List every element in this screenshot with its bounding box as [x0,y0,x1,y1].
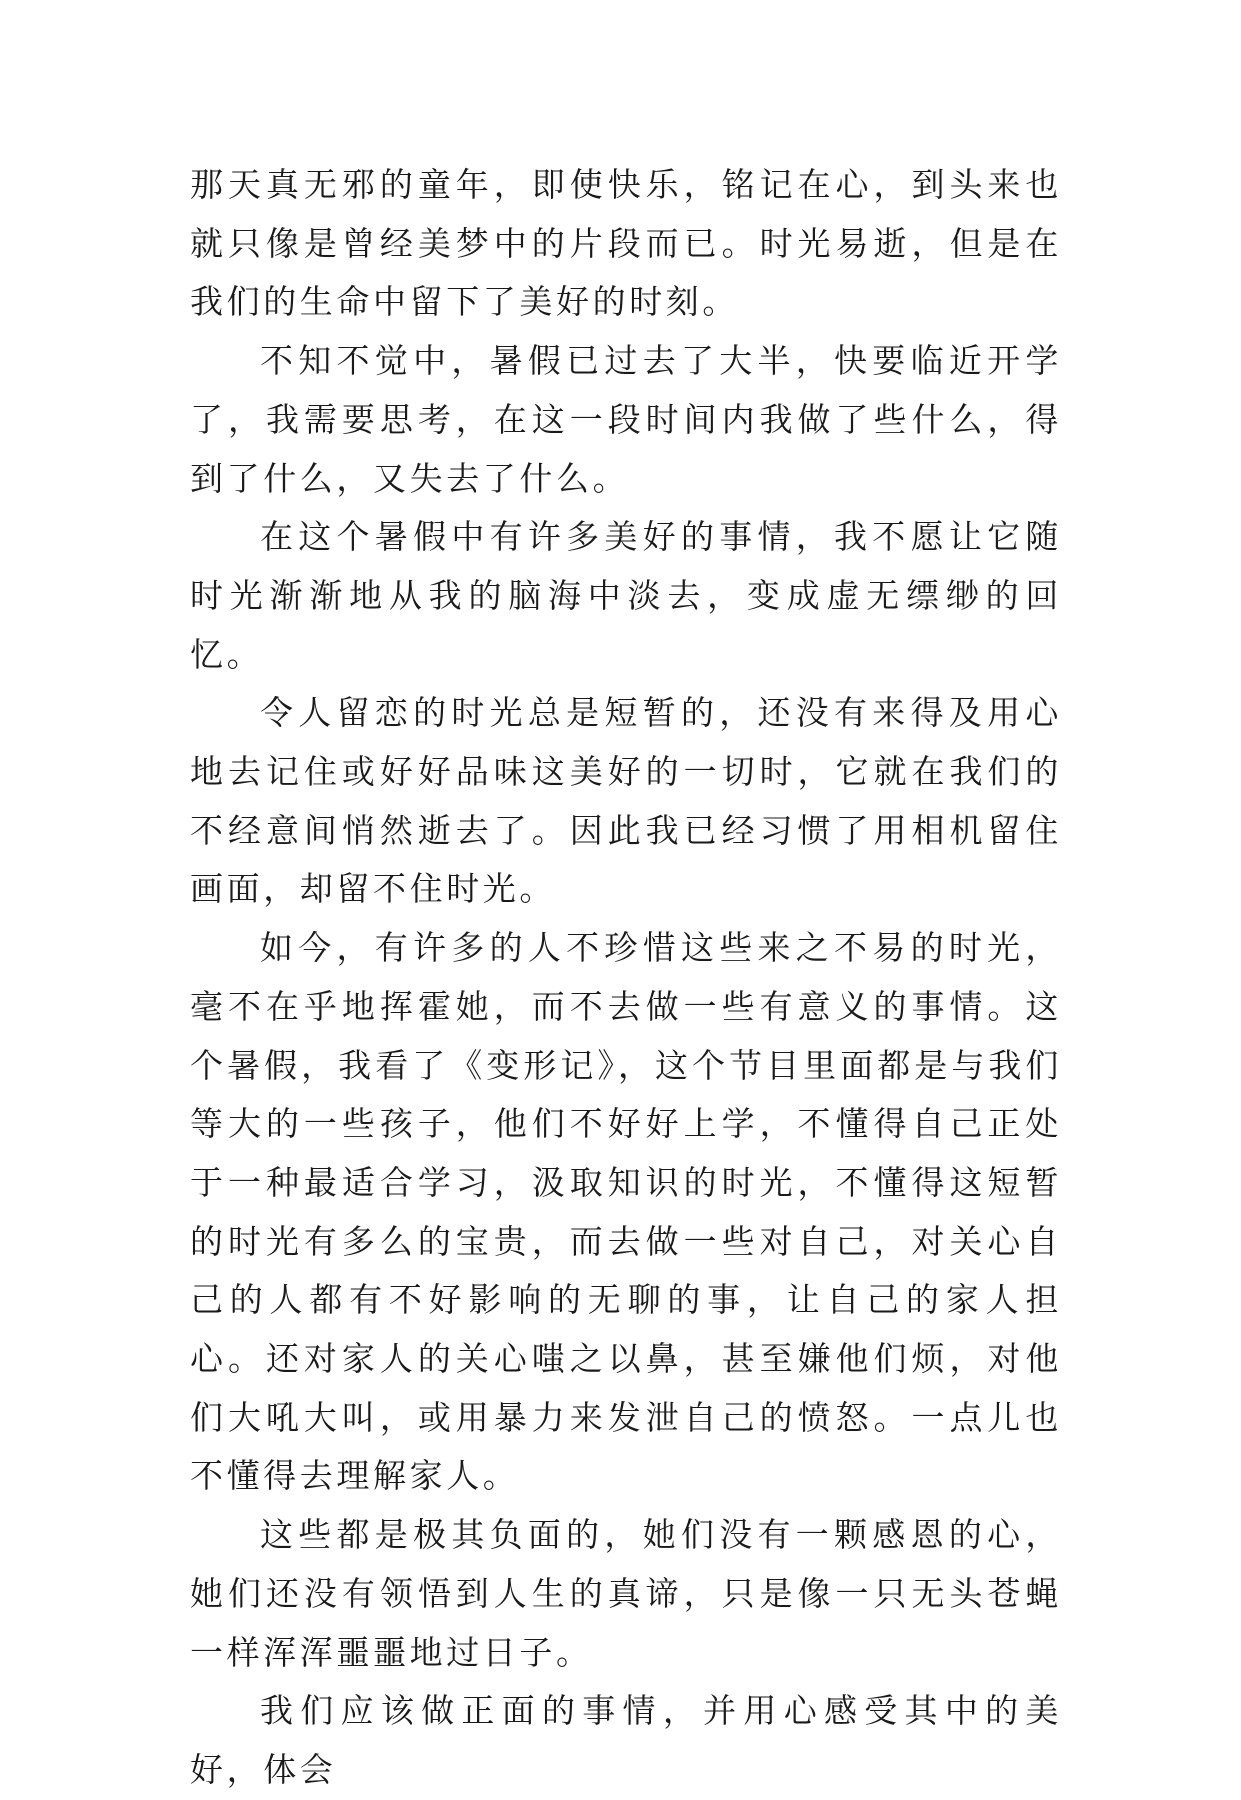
paragraph-1: 那天真无邪的童年，即使快乐，铭记在心，到头来也就只像是曾经美梦中的片段而已。时光易逝，但是在我们的生命中留下了美好的时刻。 [190,165,1062,322]
paragraph-2: 不知不觉中，暑假已过去了大半，快要临近开学了，我需要思考，在这一段时间内我做了些什么，得到了什么，又失去了什么。 [190,341,1062,498]
paragraph-7: 我们应该做正面的事情，并用心感受其中的美好，体会 [190,1691,1062,1789]
paragraph-3: 在这个暑假中有许多美好的事情，我不愿让它随时光渐渐地从我的脑海中淡去，变成虚无缥缈的回忆。 [190,517,1062,674]
paragraph-4: 令人留恋的时光总是短暂的，还没有来得及用心地去记住或好好品味这美好的一切时，它就在我们的不经意间悄然逝去了。因此我已经习惯了用相机留住画面，却留不住时光。 [190,693,1062,909]
paragraph-6: 这些都是极其负面的，她们没有一颗感恩的心，她们还没有领悟到人生的真谛，只是像一只无头苍蝇一样浑浑噩噩地过日子。 [190,1515,1062,1672]
document-body [190,156,1062,1800]
paragraph-5: 如今，有许多的人不珍惜这些来之不易的时光，毫不在乎地挥霍她，而不去做一些有意义的事情。这个暑假，我看了《变形记》，这个节目里面都是与我们等大的一些孩子，他们不好好上学，不懂得自己正处于一种最适合学习，汲取知识的时光，不懂得这短暂的时光有多么的宝贵，而去做一些对自己，对关心自己的人都有不好影响的无聊的事，让自己的家人担心。还对家人的关心嗤之以鼻，甚至嫌他们烦，对他们大吼大叫，或用暴力来发泄自己的愤怒。一点儿也不懂得去理解家人。 [190,928,1062,1496]
